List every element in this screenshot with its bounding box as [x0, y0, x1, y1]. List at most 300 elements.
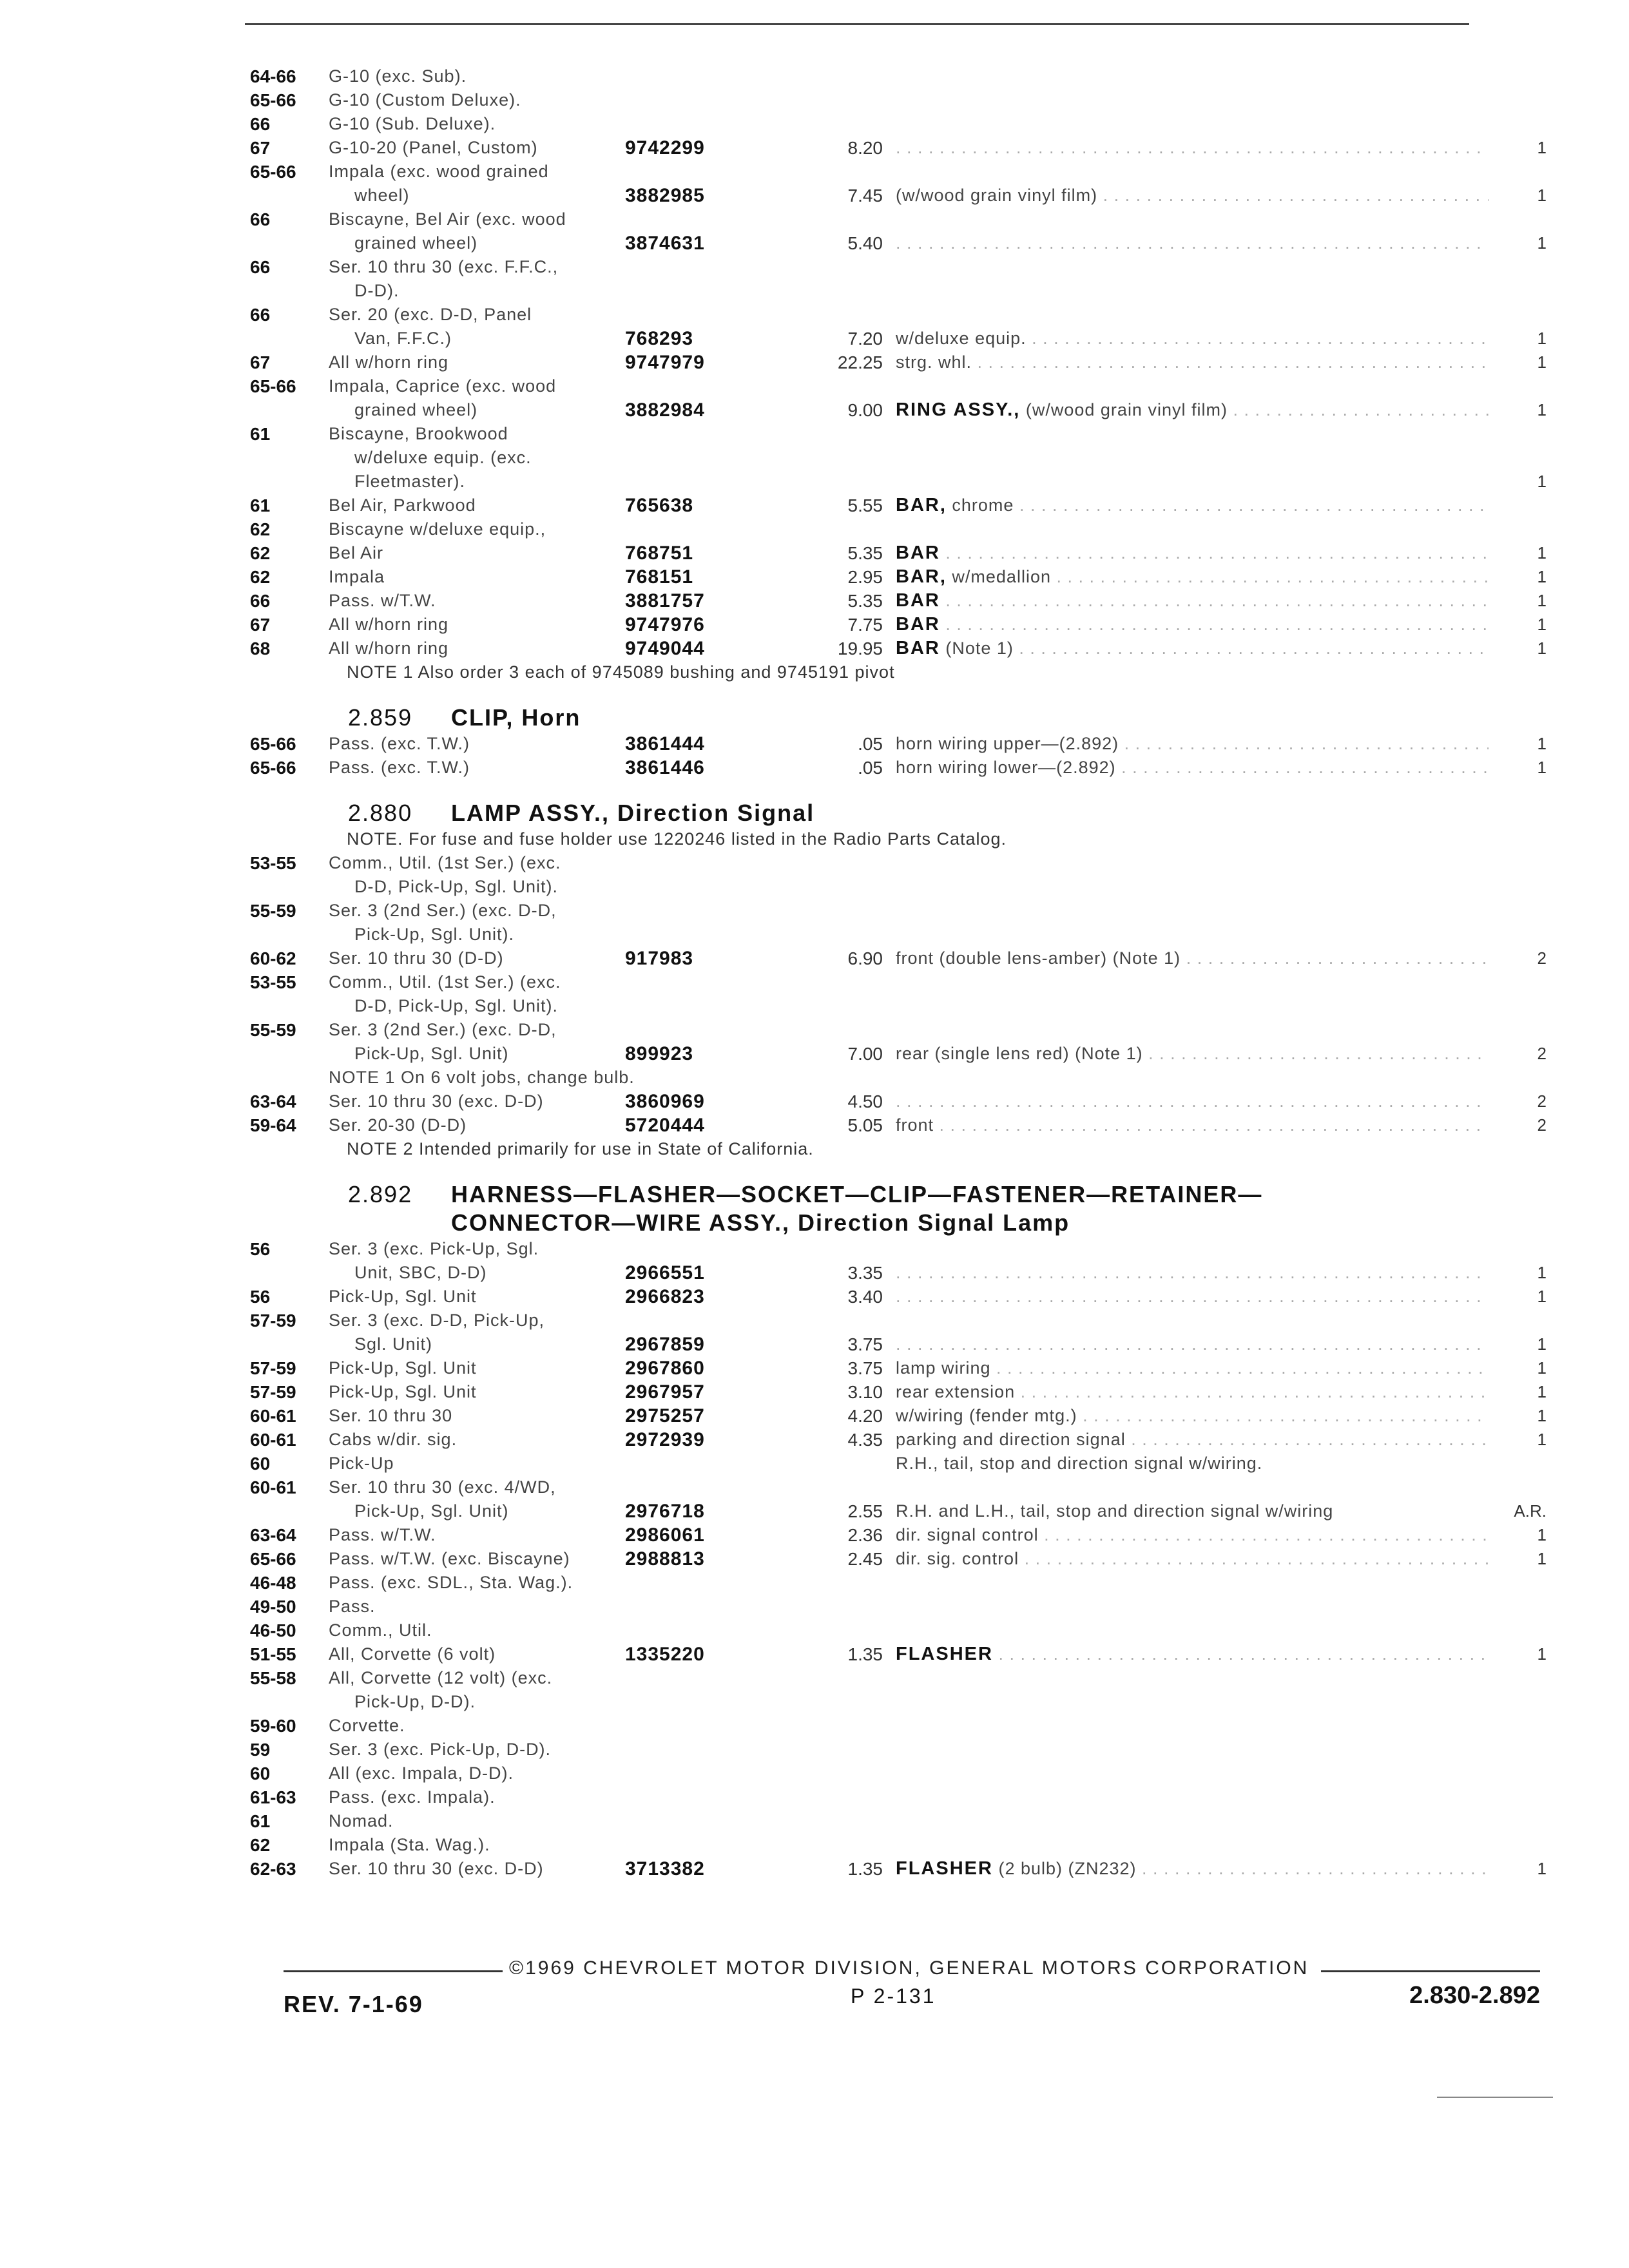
model-year: 61	[250, 1811, 271, 1831]
part-remark	[896, 1090, 1489, 1113]
part-number: 768751	[625, 543, 694, 564]
model-year: 64-66	[250, 66, 296, 86]
catalog-row	[245, 994, 1547, 1018]
model-year: 61	[250, 424, 271, 444]
application-description: All w/horn ring	[329, 615, 449, 634]
catalog-row	[245, 1018, 1547, 1042]
model-year: 66	[250, 257, 271, 277]
application-description: Ser. 3 (exc. Pick-Up, D-D).	[329, 1740, 552, 1759]
model-year: 66	[250, 305, 271, 325]
section-number: 2.859	[348, 704, 413, 731]
application-description: Pick-Up, D-D).	[354, 1692, 476, 1711]
part-remark	[896, 1332, 1489, 1356]
application-description: Pass. (exc. T.W.)	[329, 734, 470, 753]
list-price: 3.35	[847, 1263, 883, 1283]
list-price: 7.75	[847, 615, 883, 635]
application-description: Pass. (exc. Impala).	[329, 1787, 496, 1807]
part-number: 2976718	[625, 1501, 705, 1522]
list-price: 5.55	[847, 495, 883, 515]
model-year: 63-64	[250, 1525, 296, 1545]
section-number: 2.892	[348, 1181, 413, 1207]
part-remark	[896, 732, 1489, 756]
catalog-row	[245, 1642, 1547, 1666]
part-number: 3881757	[625, 590, 705, 611]
catalog-row	[245, 446, 1547, 470]
quantity: 1	[1537, 1525, 1547, 1544]
part-remark	[896, 1428, 1489, 1452]
model-year: 60	[250, 1454, 271, 1474]
model-year: 67	[250, 352, 271, 372]
catalog-row	[245, 947, 1547, 970]
part-remark	[896, 398, 1489, 422]
part-remark	[896, 1547, 1489, 1571]
application-description: Cabs w/dir. sig.	[329, 1430, 458, 1449]
remark-text: lamp wiring	[896, 1358, 991, 1378]
application-description: D-D, Pick-Up, Sgl. Unit).	[354, 877, 559, 896]
quantity: 1	[1537, 758, 1547, 777]
list-price: 3.75	[847, 1358, 883, 1378]
application-description: Ser. 3 (2nd Ser.) (exc. D-D,	[329, 1020, 557, 1039]
part-remark	[896, 1285, 1489, 1309]
application-description: Pick-Up, Sgl. Unit).	[354, 925, 515, 944]
catalog-row	[245, 970, 1547, 994]
quantity: 1	[1537, 1430, 1547, 1449]
quantity: 1	[1537, 1406, 1547, 1425]
catalog-row	[245, 351, 1547, 374]
model-year: 59-64	[250, 1115, 296, 1135]
part-number: 2967859	[625, 1334, 705, 1355]
quantity: 2	[1537, 1115, 1547, 1135]
model-year: 65-66	[250, 90, 296, 110]
model-year: 62	[250, 567, 271, 587]
part-number: 3713382	[625, 1858, 705, 1879]
model-year: 66	[250, 591, 271, 611]
catalog-row	[245, 1690, 1547, 1714]
remark-text: (Note 1)	[945, 639, 1014, 658]
application-description: Nomad.	[329, 1811, 394, 1831]
catalog-row	[245, 1113, 1547, 1137]
list-price: 5.35	[847, 543, 883, 563]
model-year: 65-66	[250, 376, 296, 396]
remark-text: R.H., tail, stop and direction signal w/wiring.	[896, 1454, 1263, 1473]
application-description: Bel Air, Parkwood	[329, 495, 476, 515]
catalog-row	[245, 1452, 1547, 1475]
model-year: 62	[250, 519, 271, 539]
part-remark	[896, 1642, 1489, 1666]
catalog-content	[245, 64, 1547, 1881]
remark-text: parking and direction signal	[896, 1430, 1126, 1449]
application-description: Impala	[329, 567, 385, 586]
model-year: 65-66	[250, 758, 296, 778]
catalog-row	[245, 1619, 1547, 1642]
remark-text: dir. sig. control	[896, 1549, 1019, 1568]
catalog-row	[245, 1595, 1547, 1619]
part-remark	[896, 1523, 1489, 1547]
part-number: 9749044	[625, 638, 705, 659]
model-year: 55-58	[250, 1668, 296, 1688]
catalog-row	[245, 851, 1547, 875]
application-description: Van, F.F.C.)	[354, 329, 452, 348]
application-description: Ser. 3 (exc. D-D, Pick-Up,	[329, 1311, 545, 1330]
catalog-row	[245, 1714, 1547, 1738]
application-description: Pass. (exc. T.W.)	[329, 758, 470, 777]
catalog-row	[245, 1332, 1547, 1356]
quantity: 1	[1537, 734, 1547, 753]
model-year: 53-55	[250, 972, 296, 992]
model-year: 55-59	[250, 901, 296, 921]
application-description: G-10-20 (Panel, Custom)	[329, 138, 538, 157]
remark-text: (w/wood grain vinyl film)	[1025, 400, 1228, 419]
part-number: 5720444	[625, 1115, 705, 1136]
remark-text: R.H. and L.H., tail, stop and direction signal w/wiring	[896, 1501, 1334, 1521]
catalog-row	[245, 1475, 1547, 1499]
part-number: 2972939	[625, 1429, 705, 1450]
catalog-row	[245, 1066, 1547, 1090]
application-description: Impala (exc. wood grained	[329, 162, 549, 181]
application-description: grained wheel)	[354, 233, 478, 253]
part-remark	[896, 494, 1489, 517]
catalog-row	[245, 1499, 1547, 1523]
model-year: 59-60	[250, 1716, 296, 1736]
model-year: 68	[250, 639, 271, 658]
model-year: 60-61	[250, 1430, 296, 1450]
top-rule	[245, 23, 1469, 25]
catalog-row	[245, 1042, 1547, 1066]
catalog-row	[245, 1762, 1547, 1785]
catalog-row	[245, 1666, 1547, 1690]
part-remark	[896, 136, 1489, 160]
list-price: 2.95	[847, 567, 883, 587]
part-remark	[896, 637, 1489, 660]
application-description: Biscayne w/deluxe equip.,	[329, 519, 546, 539]
part-remark	[896, 1857, 1489, 1881]
catalog-row	[245, 1738, 1547, 1762]
quantity: 1	[1537, 1382, 1547, 1401]
application-description: D-D).	[354, 281, 400, 300]
quantity: 1	[1537, 138, 1547, 157]
catalog-row	[245, 160, 1547, 184]
quantity: 1	[1537, 591, 1547, 610]
part-name: BAR	[896, 638, 940, 658]
application-description: Comm., Util.	[329, 1620, 432, 1640]
quantity: 2	[1537, 1091, 1547, 1111]
application-description: All, Corvette (6 volt)	[329, 1644, 496, 1664]
list-price: 4.20	[847, 1406, 883, 1426]
part-remark	[896, 541, 1489, 565]
model-year: 56	[250, 1287, 271, 1307]
part-number: 2966823	[625, 1286, 705, 1307]
part-number: 3882984	[625, 399, 705, 421]
application-description: Corvette.	[329, 1716, 405, 1735]
application-description: Pick-Up, Sgl. Unit	[329, 1358, 477, 1378]
footer-copyright: ©1969 CHEVROLET MOTOR DIVISION, GENERAL MOTORS CORPORATION	[509, 1957, 1309, 1979]
part-remark	[896, 565, 1489, 589]
catalog-row	[245, 1261, 1547, 1285]
catalog-row	[245, 255, 1547, 279]
quantity: 1	[1537, 329, 1547, 348]
part-remark	[896, 1499, 1489, 1523]
catalog-row	[245, 1237, 1547, 1261]
catalog-row	[245, 732, 1547, 756]
catalog-row	[245, 88, 1547, 112]
quantity: 1	[1537, 543, 1547, 562]
part-number: 3861444	[625, 733, 705, 754]
corner-rule	[1437, 2097, 1553, 2098]
section-note: NOTE 1 Also order 3 each of 9745089 bushing and 9745191 pivot	[347, 662, 895, 682]
part-number: 2986061	[625, 1524, 705, 1546]
part-name: FLASHER	[896, 1644, 993, 1664]
quantity: 1	[1537, 472, 1547, 491]
catalog-row	[245, 1523, 1547, 1547]
catalog-row	[245, 565, 1547, 589]
application-description: w/deluxe equip. (exc.	[354, 448, 532, 467]
application-description: Ser. 20-30 (D-D)	[329, 1115, 467, 1135]
application-description: Biscayne, Brookwood	[329, 424, 508, 443]
application-description: Pick-Up	[329, 1454, 394, 1473]
part-name: BAR,	[896, 495, 947, 515]
list-price: 7.20	[847, 329, 883, 349]
quantity: 1	[1537, 233, 1547, 253]
part-remark	[896, 1452, 1489, 1475]
part-remark	[896, 1042, 1489, 1066]
model-year: 62-63	[250, 1859, 296, 1879]
application-description: All, Corvette (12 volt) (exc.	[329, 1668, 553, 1687]
remark-text: dir. signal control	[896, 1525, 1039, 1544]
catalog-row	[245, 613, 1547, 637]
model-year: 57-59	[250, 1311, 296, 1331]
model-year: 63-64	[250, 1091, 296, 1111]
part-remark	[896, 351, 1489, 374]
footer-revision: REV. 7-1-69	[284, 1991, 423, 2017]
quantity: 1	[1537, 567, 1547, 586]
section-title-line2: CONNECTOR—WIRE ASSY., Direction Signal Lamp	[451, 1209, 1070, 1236]
part-number: 899923	[625, 1043, 694, 1064]
quantity: 1	[1537, 186, 1547, 205]
model-year: 53-55	[250, 853, 296, 873]
quantity: 1	[1537, 1358, 1547, 1378]
part-number: 765638	[625, 495, 694, 516]
model-year: 46-48	[250, 1573, 296, 1593]
part-name: BAR	[896, 543, 940, 563]
section-note: NOTE. For fuse and fuse holder use 1220246 listed in the Radio Parts Catalog.	[347, 829, 1007, 849]
catalog-row	[245, 112, 1547, 136]
part-number: 9747979	[625, 352, 705, 373]
application-description: Pass. (exc. SDL., Sta. Wag.).	[329, 1573, 574, 1592]
application-description: Fleetmaster).	[354, 472, 466, 491]
part-name: BAR,	[896, 566, 947, 587]
part-number: 2967957	[625, 1381, 705, 1403]
application-description: Pass. w/T.W.	[329, 1525, 436, 1544]
catalog-row	[245, 517, 1547, 541]
list-price: 2.45	[847, 1549, 883, 1569]
catalog-row	[245, 231, 1547, 255]
part-number: 3861446	[625, 757, 705, 778]
catalog-row	[245, 1356, 1547, 1380]
footer-page-number: P 2-131	[851, 1984, 936, 2008]
remark-text: rear extension	[896, 1382, 1016, 1401]
catalog-row	[245, 899, 1547, 923]
part-remark	[896, 613, 1489, 637]
quantity: 1	[1537, 400, 1547, 419]
catalog-row	[245, 637, 1547, 660]
model-year: 61	[250, 495, 271, 515]
list-price: 8.20	[847, 138, 883, 158]
part-remark	[896, 1356, 1489, 1380]
model-year: 65-66	[250, 1549, 296, 1569]
application-description: Ser. 10 thru 30 (exc. D-D)	[329, 1091, 544, 1111]
quantity: A.R.	[1514, 1501, 1547, 1521]
section-title-text: HARNESS—FLASHER—SOCKET—CLIP—FASTENER—RETAINER—	[451, 1181, 1263, 1207]
model-year: 56	[250, 1239, 271, 1259]
application-description: Ser. 10 thru 30 (exc. D-D)	[329, 1859, 544, 1878]
section-number: 2.880	[348, 800, 413, 826]
model-year: 65-66	[250, 734, 296, 754]
quantity: 1	[1537, 352, 1547, 372]
catalog-row	[245, 1809, 1547, 1833]
catalog-row	[245, 494, 1547, 517]
quantity: 1	[1537, 1263, 1547, 1282]
quantity: 1	[1537, 1334, 1547, 1354]
part-remark	[896, 1261, 1489, 1285]
application-description: Bel Air	[329, 543, 384, 562]
quantity: 1	[1537, 639, 1547, 658]
application-description: All w/horn ring	[329, 352, 449, 372]
model-year: 61-63	[250, 1787, 296, 1807]
remark-text: (w/wood grain vinyl film)	[896, 186, 1098, 205]
model-year: 60-61	[250, 1406, 296, 1426]
section-title	[245, 704, 1547, 732]
part-remark	[896, 589, 1489, 613]
application-description: Pick-Up, Sgl. Unit	[329, 1382, 477, 1401]
model-year: 57-59	[250, 1382, 296, 1402]
part-number: 2988813	[625, 1548, 705, 1570]
application-description: Pick-Up, Sgl. Unit)	[354, 1501, 509, 1521]
list-price: 2.55	[847, 1501, 883, 1521]
application-description: D-D, Pick-Up, Sgl. Unit).	[354, 996, 559, 1015]
catalog-row	[245, 1857, 1547, 1881]
list-price: 3.75	[847, 1334, 883, 1354]
remark-text: w/wiring (fender mtg.)	[896, 1406, 1077, 1425]
list-price: 1.35	[847, 1859, 883, 1879]
application-description: All (exc. Impala, D-D).	[329, 1763, 514, 1783]
application-description: Comm., Util. (1st Ser.) (exc.	[329, 972, 561, 992]
application-description: Sgl. Unit)	[354, 1334, 433, 1354]
catalog-row	[245, 398, 1547, 422]
part-remark	[896, 327, 1489, 351]
part-number: 3882985	[625, 185, 705, 206]
list-price: 3.10	[847, 1382, 883, 1402]
application-description: Ser. 20 (exc. D-D, Panel	[329, 305, 532, 324]
application-description: Impala (Sta. Wag.).	[329, 1835, 490, 1854]
quantity: 1	[1537, 1549, 1547, 1568]
part-name: BAR	[896, 590, 940, 611]
model-year: 62	[250, 1835, 271, 1855]
part-remark	[896, 184, 1489, 207]
remark-text: rear (single lens red) (Note 1)	[896, 1044, 1143, 1063]
list-price: 7.45	[847, 186, 883, 206]
list-price: 4.35	[847, 1430, 883, 1450]
catalog-row	[245, 470, 1547, 494]
application-description: Ser. 10 thru 30	[329, 1406, 453, 1425]
part-remark	[896, 1113, 1489, 1137]
application-description: wheel)	[354, 186, 410, 205]
model-year: 60-61	[250, 1477, 296, 1497]
list-price: 19.95	[837, 639, 883, 658]
catalog-row	[245, 374, 1547, 398]
catalog-row	[245, 756, 1547, 780]
list-price: 1.35	[847, 1644, 883, 1664]
model-year: 67	[250, 138, 271, 158]
footer-section-range: 2.830-2.892	[1409, 1982, 1540, 2009]
application-description: Ser. 10 thru 30 (exc. F.F.C.,	[329, 257, 559, 276]
application-description: All w/horn ring	[329, 639, 449, 658]
model-year: 59	[250, 1740, 271, 1760]
application-description: Ser. 3 (exc. Pick-Up, Sgl.	[329, 1239, 539, 1258]
remark-text: w/medallion	[952, 567, 1051, 586]
catalog-row	[245, 1090, 1547, 1113]
quantity: 1	[1537, 1644, 1547, 1664]
list-price: .05	[858, 758, 883, 778]
quantity: 1	[1537, 1859, 1547, 1878]
list-price: 9.00	[847, 400, 883, 420]
remark-text: front (double lens-amber) (Note 1)	[896, 948, 1181, 968]
application-description: Ser. 3 (2nd Ser.) (exc. D-D,	[329, 901, 557, 920]
catalog-row	[245, 279, 1547, 303]
catalog-row	[245, 136, 1547, 160]
remark-text: (2 bulb) (ZN232)	[998, 1859, 1137, 1878]
application-description: Ser. 10 thru 30 (D-D)	[329, 948, 504, 968]
catalog-row	[245, 1547, 1547, 1571]
application-description: Impala, Caprice (exc. wood	[329, 376, 557, 396]
catalog-row	[245, 1404, 1547, 1428]
part-number: 3860969	[625, 1091, 705, 1112]
list-price: .05	[858, 734, 883, 754]
application-description: Unit, SBC, D-D)	[354, 1263, 487, 1282]
quantity: 1	[1537, 1287, 1547, 1306]
part-number: 3874631	[625, 233, 705, 254]
part-remark	[896, 756, 1489, 780]
quantity: 1	[1537, 615, 1547, 634]
catalog-row	[245, 64, 1547, 88]
model-year: 60	[250, 1763, 271, 1783]
model-year: 51-55	[250, 1644, 296, 1664]
part-number: 768293	[625, 328, 694, 349]
application-description: NOTE 1 On 6 volt jobs, change bulb.	[329, 1068, 635, 1087]
part-number: 2975257	[625, 1405, 705, 1427]
model-year: 55-59	[250, 1020, 296, 1040]
list-price: 22.25	[837, 352, 883, 372]
remark-text: horn wiring upper—(2.892)	[896, 734, 1119, 753]
quantity: 2	[1537, 948, 1547, 968]
catalog-row	[245, 184, 1547, 207]
catalog-row	[245, 303, 1547, 327]
catalog-row	[245, 1785, 1547, 1809]
part-number: 2967860	[625, 1358, 705, 1379]
application-description: Ser. 10 thru 30 (exc. 4/WD,	[329, 1477, 556, 1497]
application-description: G-10 (Custom Deluxe).	[329, 90, 521, 110]
catalog-row	[245, 1833, 1547, 1857]
remark-text: front	[896, 1115, 934, 1135]
catalog-row	[245, 541, 1547, 565]
catalog-row	[245, 327, 1547, 351]
section-title-text: LAMP ASSY., Direction Signal	[451, 800, 815, 826]
list-price: 5.40	[847, 233, 883, 253]
list-price: 7.00	[847, 1044, 883, 1064]
part-remark	[896, 1380, 1489, 1404]
catalog-row	[245, 1571, 1547, 1595]
section-title	[245, 1180, 1547, 1237]
part-number: 917983	[625, 948, 694, 969]
